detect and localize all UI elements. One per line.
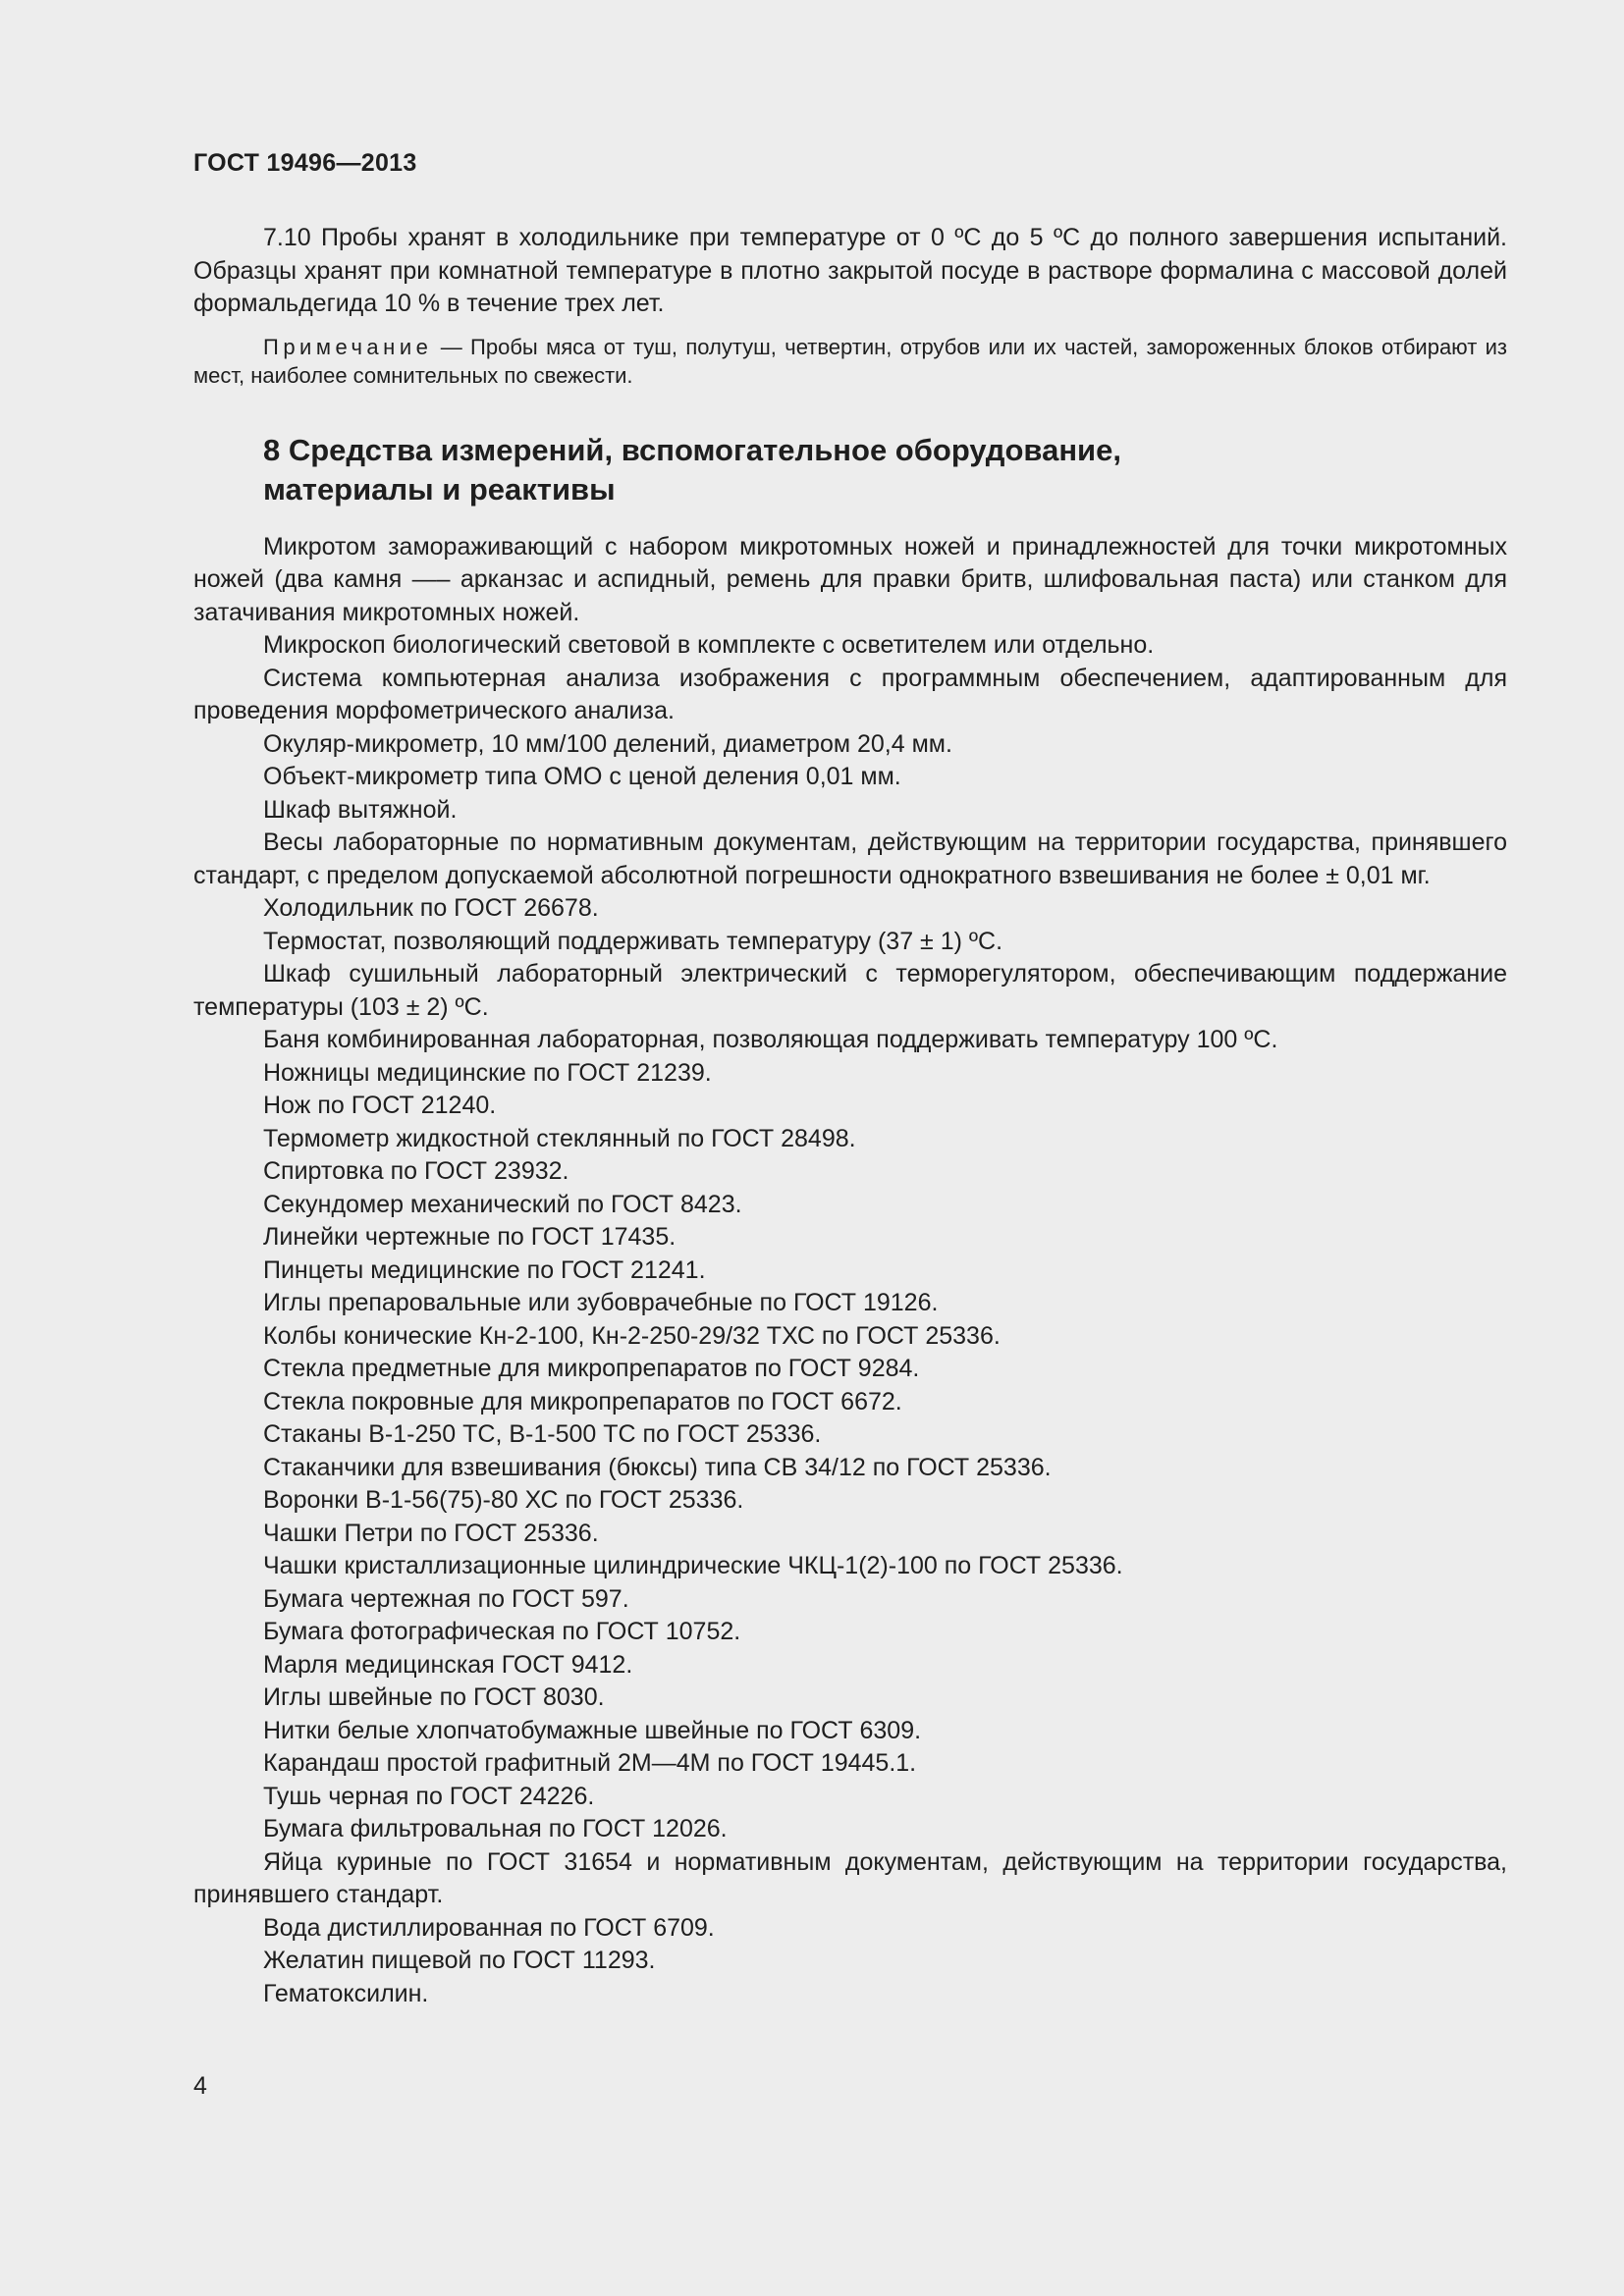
list-item: Бумага фотографическая по ГОСТ 10752. [263, 1618, 741, 1645]
list-item: Окуляр-микрометр, 10 мм/100 делений, диаметром 20,4 мм. [263, 729, 952, 758]
list-item: Баня комбинированная лабораторная, позволяющая поддерживать температуру 100 ºС. [263, 1026, 1278, 1053]
list-item: Гематоксилин. [263, 1979, 429, 2007]
list-item: Стаканчики для взвешивания (бюксы) типа СВ 34/12 по ГОСТ 25336. [263, 1453, 1052, 1481]
list-item: Иглы препаровальные или зубоврачебные по ГОСТ 19126. [263, 1289, 939, 1316]
list-item: Ножницы медицинские по ГОСТ 21239. [263, 1058, 712, 1087]
list-item: Весы лабораторные по нормативным документам, действующим на территории государства, принявшего стандарт, с пределом допускаемой абсолютной погрешности однократного взвешивания не более ± 0,01 мг. [193, 828, 1507, 889]
list-item: Термометр жидкостной стеклянный по ГОСТ 28498. [263, 1124, 856, 1152]
list-item: Микроскоп биологический световой в комплекте с осветителем или отдельно. [263, 631, 1155, 659]
list-item: Стаканы В-1-250 ТС, В-1-500 ТС по ГОСТ 25336. [263, 1420, 822, 1448]
list-item: Объект-микрометр типа ОМО с ценой деления 0,01 мм. [263, 763, 901, 790]
list-item: Линейки чертежные по ГОСТ 17435. [263, 1223, 677, 1251]
list-item: Термостат, позволяющий поддерживать температуру (37 ± 1) ºС. [263, 927, 1003, 955]
section-heading-line1: 8 Средства измерений, вспомогательное оборудование, [263, 432, 1121, 467]
paragraph-7-10: 7.10 Пробы хранят в холодильнике при температуре от 0 ºС до 5 ºС до полного завершения испытаний. Образцы хранят при комнатной температуре в плотно закрытой посуде в растворе формалина с массовой долей формальдегида 10 % в течение трех лет. [193, 224, 1507, 317]
list-item: Спиртовка по ГОСТ 23932. [263, 1157, 569, 1185]
standard-header: ГОСТ 19496—2013 [193, 149, 417, 177]
list-item: Чашки кристаллизационные цилиндрические ЧКЦ-1(2)-100 по ГОСТ 25336. [263, 1552, 1123, 1579]
list-item: Вода дистиллированная по ГОСТ 6709. [263, 1913, 715, 1942]
list-item: Бумага чертежная по ГОСТ 597. [263, 1584, 629, 1613]
list-item: Нитки белые хлопчатобумажные швейные по ГОСТ 6309. [263, 1716, 922, 1744]
list-item: Колбы конические Кн-2-100, Кн-2-250-29/32 ТХС по ГОСТ 25336. [263, 1321, 1001, 1350]
section-heading-line2: материалы и реактивы [263, 471, 616, 507]
page-number: 4 [193, 2072, 207, 2100]
list-item: Стекла предметные для микропрепаратов по ГОСТ 9284. [263, 1355, 920, 1382]
note [193, 333, 1507, 390]
list-item: Пинцеты медицинские по ГОСТ 21241. [263, 1255, 706, 1284]
list-item: Воронки В-1-56(75)-80 ХС по ГОСТ 25336. [263, 1486, 744, 1514]
list-item: Холодильник по ГОСТ 26678. [263, 894, 599, 922]
list-item: Яйца куриные по ГОСТ 31654 и нормативным документам, действующим на территории государства, принявшего стандарт. [193, 1847, 1507, 1908]
list-item: Шкаф сушильный лабораторный электрический с терморегулятором, обеспечивающим поддержание температуры (103 ± 2) ºС. [193, 960, 1507, 1021]
list-item: Нож по ГОСТ 21240. [263, 1092, 497, 1119]
note-label: Примечание [263, 334, 433, 359]
list-item: Микротом замораживающий с набором микротомных ножей и принадлежностей для точки микротомных ножей (два камня —– арканзас и аспидный, ремень для правки бритв, шлифовальная паста) или станком для затачивания микротомных ножей. [193, 532, 1507, 626]
list-item: Марля медицинская ГОСТ 9412. [263, 1650, 633, 1679]
note-text: — Пробы мяса от туш, полутуш, четвертин, отрубов или их частей, замороженных блоков отбирают из мест, наиболее сомнительных по свежести. [193, 334, 1507, 388]
list-item: Чашки Петри по ГОСТ 25336. [263, 1519, 599, 1547]
page-body [193, 222, 1507, 2010]
list-item: Желатин пищевой по ГОСТ 11293. [263, 1947, 656, 1974]
list-item: Секундомер механический по ГОСТ 8423. [263, 1190, 742, 1218]
list-item: Иглы швейные по ГОСТ 8030. [263, 1683, 605, 1711]
list-item: Шкаф вытяжной. [263, 795, 458, 824]
equipment-list [193, 531, 1507, 2011]
list-item: Бумага фильтровальная по ГОСТ 12026. [263, 1815, 728, 1842]
list-item: Карандаш простой графитный 2М—4М по ГОСТ 19445.1. [263, 1749, 917, 1777]
section-heading [263, 431, 1507, 509]
list-item: Стекла покровные для микропрепаратов по ГОСТ 6672. [263, 1387, 902, 1415]
list-item: Тушь черная по ГОСТ 24226. [263, 1782, 595, 1810]
list-item: Система компьютерная анализа изображения с программным обеспечением, адаптированным для проведения морфометрического анализа. [193, 664, 1507, 724]
